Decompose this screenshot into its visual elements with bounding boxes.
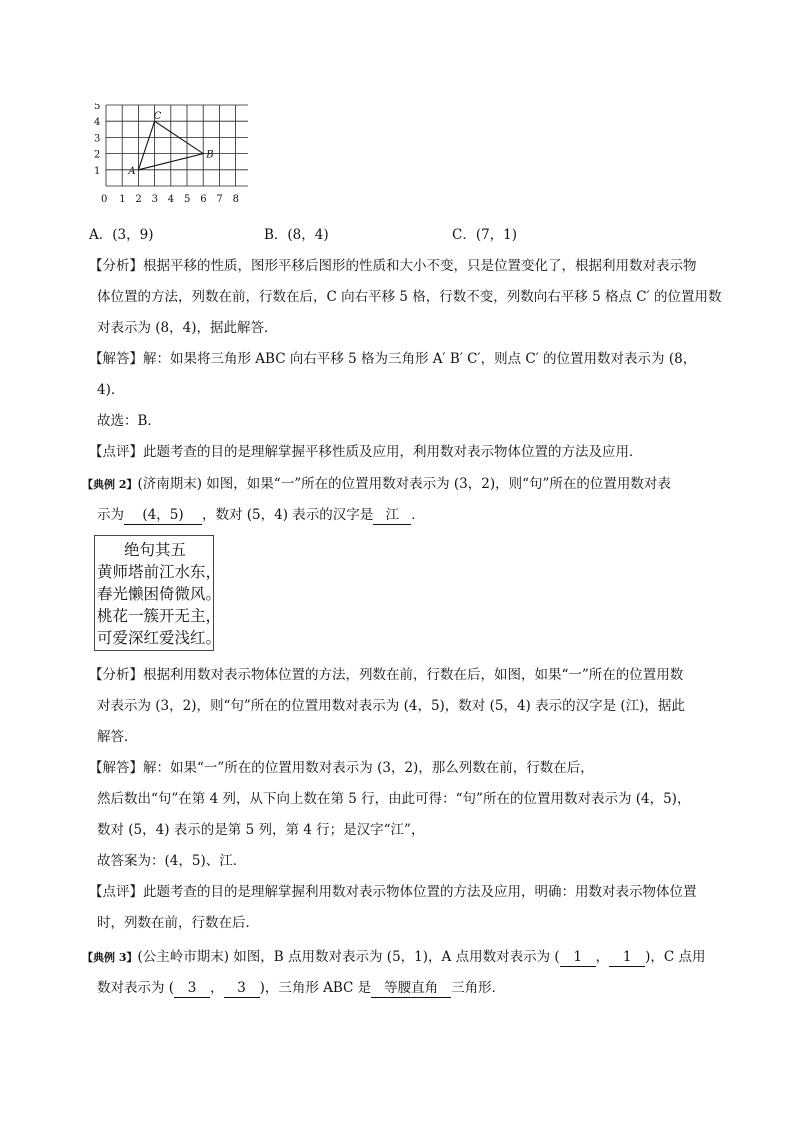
x-tick-label: 6: [200, 194, 207, 205]
solution-line: 然后数出“句”在第 4 列，从下向上数在第 5 行，由此可得：“句”所在的位置用数对表示为 (4，5)，: [97, 791, 691, 807]
analysis-line: 【分析】根据利用数对表示物体位置的方法，列数在前，行数在后，如图，如果“一”所在的位置用数: [89, 667, 684, 683]
answer-blank: 1: [609, 948, 645, 967]
poem-line: 桃花一簇开无主，: [97, 607, 222, 625]
example2-solution: [89, 660, 729, 939]
comment-line: 【点评】此题考查的目的是理解掌握平移性质及应用，利用数对表示物体位置的方法及应用．: [89, 444, 643, 460]
solution-line: 4)．: [97, 382, 125, 398]
analysis-line: 解答．: [97, 729, 138, 745]
option-b: B．(8，4): [264, 227, 329, 243]
answer-blank: 3: [174, 979, 210, 998]
solution-line: 【解答】解：如果将三角形 ABC 向右平移 5 格为三角形 A′ B′ C′，则点 C′ 的位置用数对表示为 (8，: [89, 351, 697, 367]
analysis-line: 体位置的方法，列数在前，行数在后，C 向右平移 5 格，行数不变，列数向右平移 5 格点 C′ 的位置用数: [97, 289, 722, 305]
y-tick-label: 5: [94, 103, 101, 112]
example1-solution: [89, 251, 729, 468]
x-tick-label: 8: [232, 194, 239, 205]
point-a-label: A: [128, 165, 136, 177]
poem-line: 黄师塔前江水东，: [97, 563, 222, 581]
example2-question: [82, 469, 722, 531]
example-tag: 【典例 3】: [82, 951, 138, 964]
point-c-label: C: [153, 111, 162, 123]
example-tag: 【典例 2】: [82, 478, 138, 491]
solution-line: 数对 (5，4) 表示的是第 5 列，第 4 行；是汉字“江”，: [97, 822, 425, 838]
x-tick-label: 4: [167, 194, 175, 205]
analysis-line: 【分析】根据平移的性质，图形平移后图形的性质和大小不变，只是位置变化了，根据利用数对表示物: [89, 258, 697, 274]
choice-line: 故选：B．: [97, 413, 161, 429]
solution-line: 【解答】解：如果“一”所在的位置用数对表示为 (3，2)，那么列数在前，行数在后，: [89, 760, 594, 776]
question-line: 数对表示为 ( 3 ， 3 )，三角形 ABC 是 等腰直角 三角形．: [97, 980, 506, 996]
answer-blank: 1: [560, 948, 596, 967]
option-a: A．(3，9): [89, 227, 154, 243]
answer-line: 故答案为：(4，5)、江．: [97, 853, 247, 869]
comment-line: 时，列数在前，行数在后．: [97, 915, 259, 931]
x-tick-label: 1: [119, 194, 126, 205]
y-axis-labels: [94, 103, 100, 177]
y-tick-label: 1: [94, 165, 101, 177]
answer-blank: 等腰直角: [371, 979, 451, 998]
y-tick-label: 2: [94, 149, 101, 161]
point-b-label: B: [206, 149, 214, 161]
answer-blank: (4，5): [124, 506, 202, 525]
x-tick-label: 3: [151, 194, 158, 205]
answer-blank: 江: [373, 506, 411, 525]
question-line: 【典例 2】(济南期末) 如图，如果“一”所在的位置用数对表示为 (3，2)，则“句”所在的位置用数对表: [82, 476, 671, 492]
y-tick-label: 4: [94, 117, 101, 129]
answer-options: [89, 223, 729, 247]
example3-question: [82, 942, 722, 1004]
x-tick-label: 7: [216, 194, 223, 205]
question-line: 示为 (4，5) ，数对 (5，4) 表示的汉字是 江 ．: [97, 507, 425, 523]
comment-line: 【点评】此题考查的目的是理解掌握利用数对表示物体位置的方法及应用，明确：用数对表示物体位置: [89, 884, 697, 900]
question-line: 【典例 3】(公主岭市期末) 如图，B 点用数对表示为 (5，1)，A 点用数对表示为 ( 1 ， 1 )，C 点用: [82, 949, 706, 965]
poem-title: 绝句其五: [123, 541, 186, 559]
y-tick-label: 3: [94, 133, 101, 145]
analysis-line: 对表示为 (3，2)，则“句”所在的位置用数对表示为 (4，5)，数对 (5，4) 表示的汉字是 (江)，据此: [97, 698, 685, 714]
grid-lines: [106, 105, 248, 186]
poem-line: 春光懒困倚微风。: [97, 585, 222, 603]
x-tick-label: 2: [135, 194, 142, 205]
x-tick-label: 0: [101, 194, 108, 205]
option-c: C．(7，1): [452, 227, 518, 243]
x-axis-labels: [101, 194, 239, 205]
poem-line: 可爱深红爱浅红。: [97, 629, 222, 647]
analysis-line: 对表示为 (8，4)，据此解答．: [97, 320, 278, 336]
x-tick-label: 5: [184, 194, 191, 205]
coordinate-grid-figure: [88, 103, 248, 213]
answer-blank: 3: [224, 979, 260, 998]
poem-box: [94, 535, 222, 651]
